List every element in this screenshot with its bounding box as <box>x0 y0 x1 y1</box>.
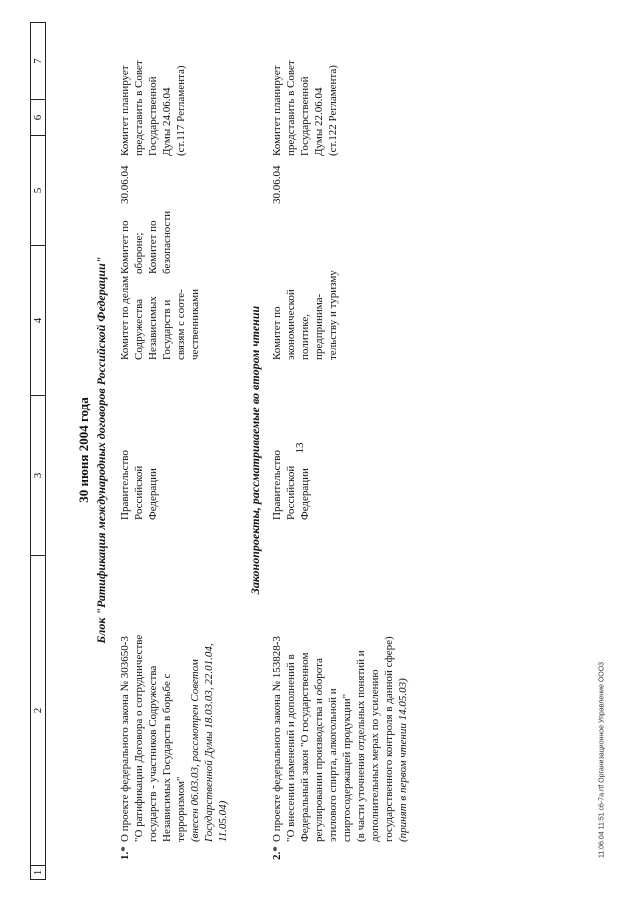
bill-description <box>118 532 230 842</box>
section-title-ratification: Блок "Ратификация международных договоров Российской Федерации" <box>94 256 108 644</box>
description-line: спиртосодержащей продукции" <box>341 693 353 842</box>
column-number-2: 2 <box>31 555 45 865</box>
page-number: 13 <box>294 442 306 454</box>
bill-history-line: (принят в первом чтении 14.05.03) <box>397 678 409 842</box>
column-number-6: 6 <box>31 99 45 135</box>
footer-note: 11.06.04 11:51 с6-7a.rtf Организационное Управление ООО3 <box>598 661 606 859</box>
description-line: этилового спирта, алкогольной и <box>327 688 339 842</box>
column-number-row <box>30 22 46 880</box>
row-number: 2.* <box>271 846 283 860</box>
description-line: терроризмом" <box>175 776 187 842</box>
bill-history-line: (внесен 06.03.03, рассмотрен Советом <box>189 659 201 842</box>
description-line: О проекте федерального закона № 153828-3 <box>271 636 283 842</box>
bill-description <box>270 532 410 842</box>
column-number-7: 7 <box>32 58 44 64</box>
description-line: государственного контроля в данной сфере) <box>383 636 395 842</box>
description-line: (в части уточнения отдельных понятий и <box>355 650 367 842</box>
column-number-4: 4 <box>31 245 45 395</box>
column-number-1: 1 <box>31 865 45 879</box>
date-cell: 30.06.04 <box>271 165 283 204</box>
description-line: "О внесении изменений и дополнений в <box>285 654 297 842</box>
description-line: О проекте федерального закона № 303650-3 <box>119 636 131 842</box>
row-number: 1.* <box>119 846 131 860</box>
rotated-table-page <box>30 20 630 880</box>
description-line: государств - участников Содружества <box>147 665 159 842</box>
description-line: регулировании производства и оборота <box>313 658 325 842</box>
responsible-committee-cell: Комитет по экономической политике, предпринима- тельству и туризму <box>271 270 339 360</box>
note-cell: Комитет планирует представить в Совет Государственной Думы 22.06.04 (ст.122 Регламента) <box>271 60 339 156</box>
date-cell: 30.06.04 <box>119 165 131 204</box>
initiator-cell: Правительство Российской Федерации <box>271 450 311 520</box>
note-cell: Комитет планирует представить в Совет Государственной Думы 24.06.04 (ст.117 Регламента) <box>119 60 187 156</box>
column-number-3: 3 <box>31 395 45 555</box>
description-line: Независимых Государств в борьбе с <box>161 673 173 842</box>
column-number-5: 5 <box>31 135 45 245</box>
responsible-committee-cell: Комитет по делам Содружества Независимых Государств и связям с соотe- чественниками <box>119 275 201 360</box>
description-line: дополнительных мерах по усилению <box>369 669 381 842</box>
date-heading: 30 июня 2004 года <box>76 397 91 503</box>
bill-history-line: 11.05.04) <box>217 800 229 842</box>
section-title-second-reading: Законопроекты, рассматриваемые во втором чтении <box>248 305 262 595</box>
description-line: "О ратификации Договора о сотрудничестве <box>133 634 145 842</box>
initiator-cell: Правительство Российской Федерации <box>119 450 159 520</box>
co-executors-cell: Комитет по обороне; Комитет по безопасности <box>119 210 173 274</box>
description-line: Федеральный закон "О государственном <box>299 652 311 842</box>
bill-history-line: Государственной Думы 18.03.03, 22.01.04, <box>203 643 215 842</box>
